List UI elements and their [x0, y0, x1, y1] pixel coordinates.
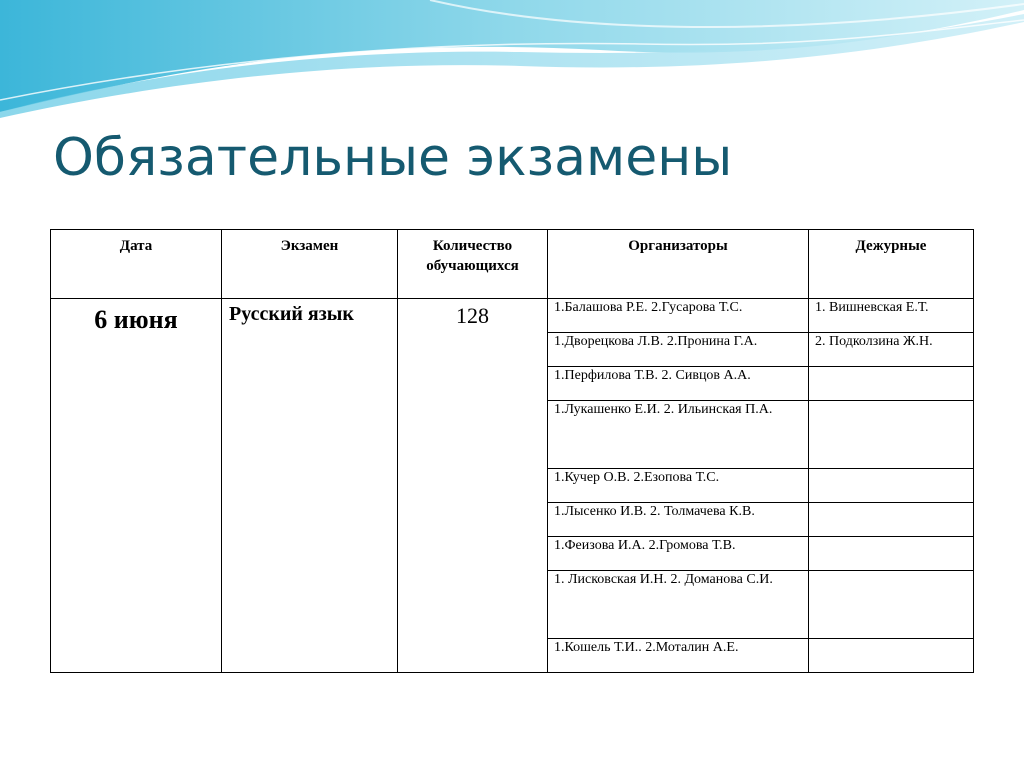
organizers-cell: 1.Кошель Т.И.. 2.Моталин А.Е.	[548, 639, 809, 673]
header-organizers: Организаторы	[548, 230, 809, 299]
duty-cell	[809, 401, 974, 469]
organizers-cell: 1. Лисковская И.Н. 2. Доманова С.И.	[548, 571, 809, 639]
duty-cell: 1. Вишневская Е.Т.	[809, 299, 974, 333]
exam-schedule-table	[50, 229, 974, 673]
header-duty: Дежурные	[809, 230, 974, 299]
organizers-cell: 1.Лукашенко Е.И. 2. Ильинская П.А.	[548, 401, 809, 469]
duty-cell	[809, 367, 974, 401]
header-date: Дата	[51, 230, 222, 299]
organizers-cell: 1.Перфилова Т.В. 2. Сивцов А.А.	[548, 367, 809, 401]
organizers-cell: 1.Кучер О.В. 2.Езопова Т.С.	[548, 469, 809, 503]
organizers-cell: 1.Феизова И.А. 2.Громова Т.В.	[548, 537, 809, 571]
exam-date: 6 июня	[51, 299, 222, 673]
exam-subject: Русский язык	[222, 299, 398, 673]
organizers-cell: 1.Балашова Р.Е. 2.Гусарова Т.С.	[548, 299, 809, 333]
duty-cell	[809, 571, 974, 639]
duty-cell: 2. Подколзина Ж.Н.	[809, 333, 974, 367]
organizers-cell: 1.Дворецкова Л.В. 2.Пронина Г.А.	[548, 333, 809, 367]
student-count: 128	[398, 299, 548, 673]
duty-cell	[809, 537, 974, 571]
header-exam: Экзамен	[222, 230, 398, 299]
slide-title: Обязательные экзамены	[53, 128, 733, 188]
decorative-wave-banner	[0, 0, 1024, 120]
header-count: Количество обучающихся	[398, 230, 548, 299]
table-header-row	[51, 230, 974, 299]
table-row	[51, 299, 974, 333]
organizers-cell: 1.Лысенко И.В. 2. Толмачева К.В.	[548, 503, 809, 537]
duty-cell	[809, 639, 974, 673]
duty-cell	[809, 469, 974, 503]
duty-cell	[809, 503, 974, 537]
